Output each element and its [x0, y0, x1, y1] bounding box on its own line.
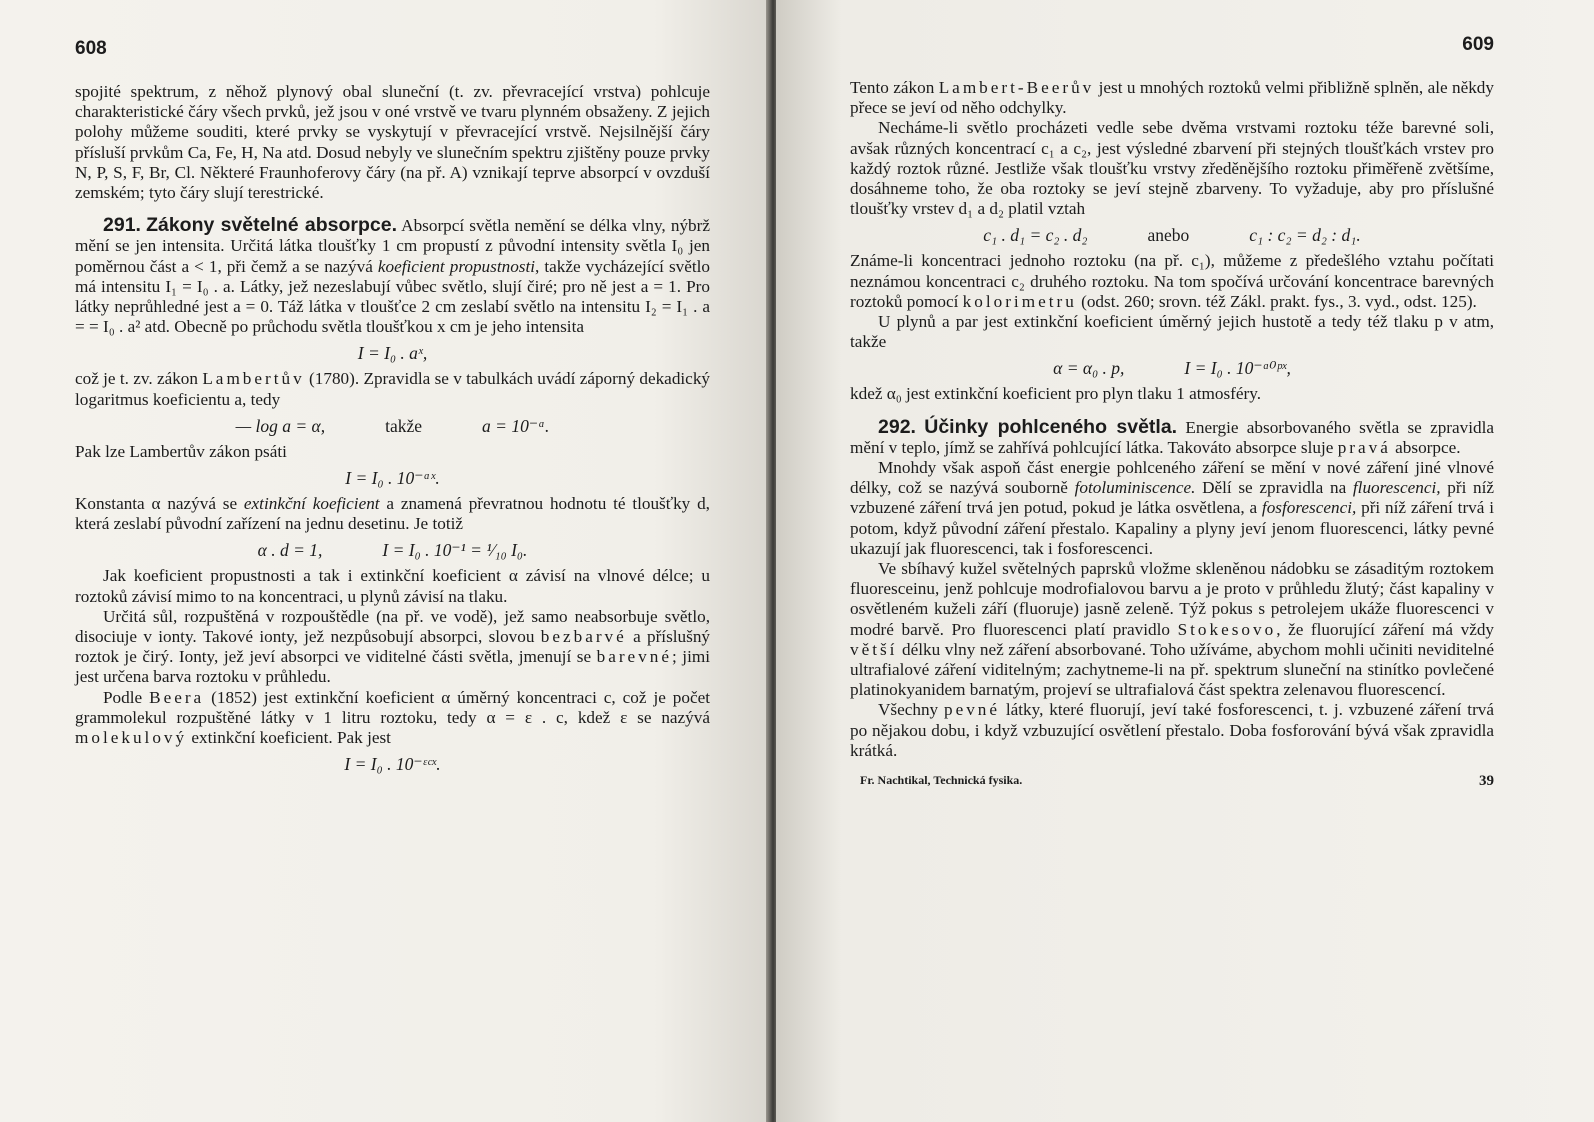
section-291: 291. Zákony světelné absorpce. Absorpcí světla nemění se délka vlny, nýbrž mění se jen intensita. Určitá látka tloušťky 1 cm propustí z původní intensity světla I₀ jen poměrnou část a < 1, při čemž a se nazývá koeficient propustnosti, takže vycházející světlo má intensitu I₁ = I₀ . a. Látky, jež nezeslabují vůbec světlo, slují čiré; pro ně jest a = 1. Pro látky neprůhledné jest a = 0. Táž látka v tloušťce 2 cm zeslabí světlo na intensitu I₂ = I₁ . a = = I₀ . a² atd. Obecně po průchodu světla tloušťkou x cm je jeho intensita — [75, 214, 710, 337]
formula: α . d = 1, I = I₀ . 10⁻¹ = ¹⁄₁₀ I₀. — [257, 540, 528, 561]
paragraph: Podle Beera (1852) jest extinkční koeficient α úměrný koncentraci c, což je počet grammolekul rozpuštěné látky v 1 litru roztoku, tedy α = ε . c, kdež ε se nazývá molekulový extinkční koeficient. Pak jest — [75, 687, 711, 748]
paragraph: Ve sbíhavý kužel světelných paprsků vložme skleněnou nádobku se zásaditým roztokem fluoresceinu, jenž pohlcuje modrofialovou barvu a je proto v průhledu žlutý; část kapaliny v osvětleném kuželi září (fluoruje) jasně zeleně. Týž pokus s petrolejem ukáže fluorescenci v modré barvě. Pro fluorescenci platí pravidlo Stokesovo, že fluorující záření má vždy větší délku vlny než záření absorbované. Toho užíváme, abychom mohli učiniti neviditelné ultrafialové záření viditelným; zachytneme-li na př. spektrum sluneční na stinítko povlečené platinokyanidem barnatým, projeví se ultrafialová část spektra zelenavou fluorescencí. — [850, 559, 1495, 700]
formula: I = I₀ . 10⁻ᵋᶜˣ. — [344, 754, 441, 775]
right-page — [776, 0, 1594, 1122]
footer-signature: Fr. Nachtikal, Technická fysika. — [860, 773, 1023, 788]
formula: — log a = α, takže a = 10⁻ᵅ. — [235, 415, 550, 436]
section-number: 291. — [103, 214, 141, 237]
section-number: 292. — [878, 415, 916, 438]
paragraph: kdež α₀ jest extinkční koeficient pro plyn tlaku 1 atmosféry. — [850, 384, 1261, 404]
paragraph: Jak koeficient propustnosti a tak i extinkční koeficient α závisí na vlnové délce; u roztoků závisí mimo to na koncentraci, u plynů závisí na tlaku. — [75, 566, 710, 606]
page-number-right: 609 — [1462, 34, 1494, 55]
formula: α = α₀ . p, I = I₀ . 10⁻ᵅ⁰ᵖˣ, — [1053, 358, 1291, 379]
paragraph: Tento zákon Lambert-Beerův jest u mnohých roztoků velmi přibližně splněn, ale někdy přece se jeví od něho odchylky. — [850, 78, 1494, 118]
paragraph: Mnohdy však aspoň část energie pohlceného záření se mění v nové záření jiné vlnové délky, což se nazývá souborně fotoluminiscence. Dělí se zpravidla na fluorescenci, při níž vzbuzené záření trvá jen potud, pokud je látka osvětlena, a fosforescenci, při níž záření trvá i potom, když původní záření přestalo. Kapaliny a plyny jeví jenom fluorescenci, látky pevné ukazují jak fluorescenci, tak i fosforescenci. — [850, 458, 1495, 558]
formula: c₁ . d₁ = c₂ . d₂ anebo c₁ : c₂ = d₂ : d₁. — [983, 225, 1361, 246]
formula: I = I₀ . aˣ, — [357, 343, 428, 364]
formula: I = I₀ . 10⁻ᵅˣ. — [345, 468, 440, 489]
paragraph: Konstanta α nazývá se extinkční koeficient a znamená převratnou hodnotu té tloušťky d, která zeslabí původní zařízení na jednu desetinu. Je totiž — [75, 494, 710, 534]
paragraph: U plynů a par jest extinkční koeficient úměrný jejich hustotě a tedy též tlaku p v atm, takže — [850, 312, 1494, 352]
section-292: 292. Účinky pohlceného světla. Energie absorbovaného světla se zpravidla mění v teplo, jímž se zahřívá pohlcující látka. Takováto absorpce sluje pravá absorpce. — [850, 415, 1495, 457]
paragraph: Všechny pevné látky, které fluorují, jeví také fosforescenci, t. j. vzbuzené záření trvá po nějakou dobu, i když vzbuzující osvětlení přestalo. Doba fosforování bývá však zpravidla krátká. — [850, 700, 1495, 760]
page-footer — [850, 773, 1494, 790]
section-title: Zákony světelné absorpce. — [146, 214, 397, 237]
page-number-left: 608 — [75, 38, 107, 59]
left-page — [0, 0, 770, 1122]
paragraph: Známe-li koncentraci jednoho roztoku (na př. c₁), můžeme z předešlého vztahu počítati neznámou koncentraci c₂ druhého roztoku. Na tom spočívá určování koncentrace barevných roztoků pomocí kolorimetru (odst. 260; srovn. též Zákl. prakt. fys., 3. vyd., odst. 125). — [850, 251, 1494, 311]
paragraph: Necháme-li světlo procházeti vedle sebe dvěma vrstvami roztoku téže barevné soli, avšak různých koncentrací c₁ a c₂, jest výsledné zbarvení při stejných tloušťkách vrstev pro každý roztok různé. Jestliže však tloušťku vrstvy zředěnějšího roztoku přiměřeně zvětšíme, dosáhneme toho, že oba roztoky se jeví stejně zbarveny. To vyžaduje, aby pro příslušné tloušťky vrstev d₁ a d₂ platil vztah — [850, 118, 1494, 219]
paragraph: Určitá sůl, rozpuštěná v rozpouštědle (na př. ve vodě), jež samo neabsorbuje světlo, disociuje v ionty. Takové ionty, jež nezpůsobují absorpci, slovou bezbarvé a příslušný roztok je čirý. Ionty, jež jeví absorpci ve viditelné části světla, jmenují se barevné; jimi jest určena barva roztoku v průhledu. — [75, 606, 711, 687]
section-title: Účinky pohlceného světla. — [924, 415, 1178, 438]
paragraph: Pak lze Lambertův zákon psáti — [75, 441, 287, 461]
signature-number: 39 — [1479, 773, 1494, 790]
paragraph: spojité spektrum, z něhož plynový obal sluneční (t. zv. převracející vrstva) pohlcuje charakteristické čáry všech prvků, jež jsou v oné vrstvě ve tvaru plynném obsaženy. Z jejich polohy můžeme souditi, které prvky se vyskytují v převracející vrstvě. Nejsilnější čáry přísluší prvkům Ca, Fe, H, Na atd. Dosud nebyly ve slunečním spektru zjištěny pouze prvky N, P, S, F, Br, Cl. Některé Fraunhoferovy čáry (na př. A) vznikají teprve absorpcí v ovzduší zemském; tyto čáry slují terestrické. — [75, 82, 710, 203]
paragraph: což je t. zv. zákon Lambertův (1780). Zpravidla se v tabulkách uvádí záporný dekadický logaritmus koeficientu a, tedy — [75, 369, 711, 409]
